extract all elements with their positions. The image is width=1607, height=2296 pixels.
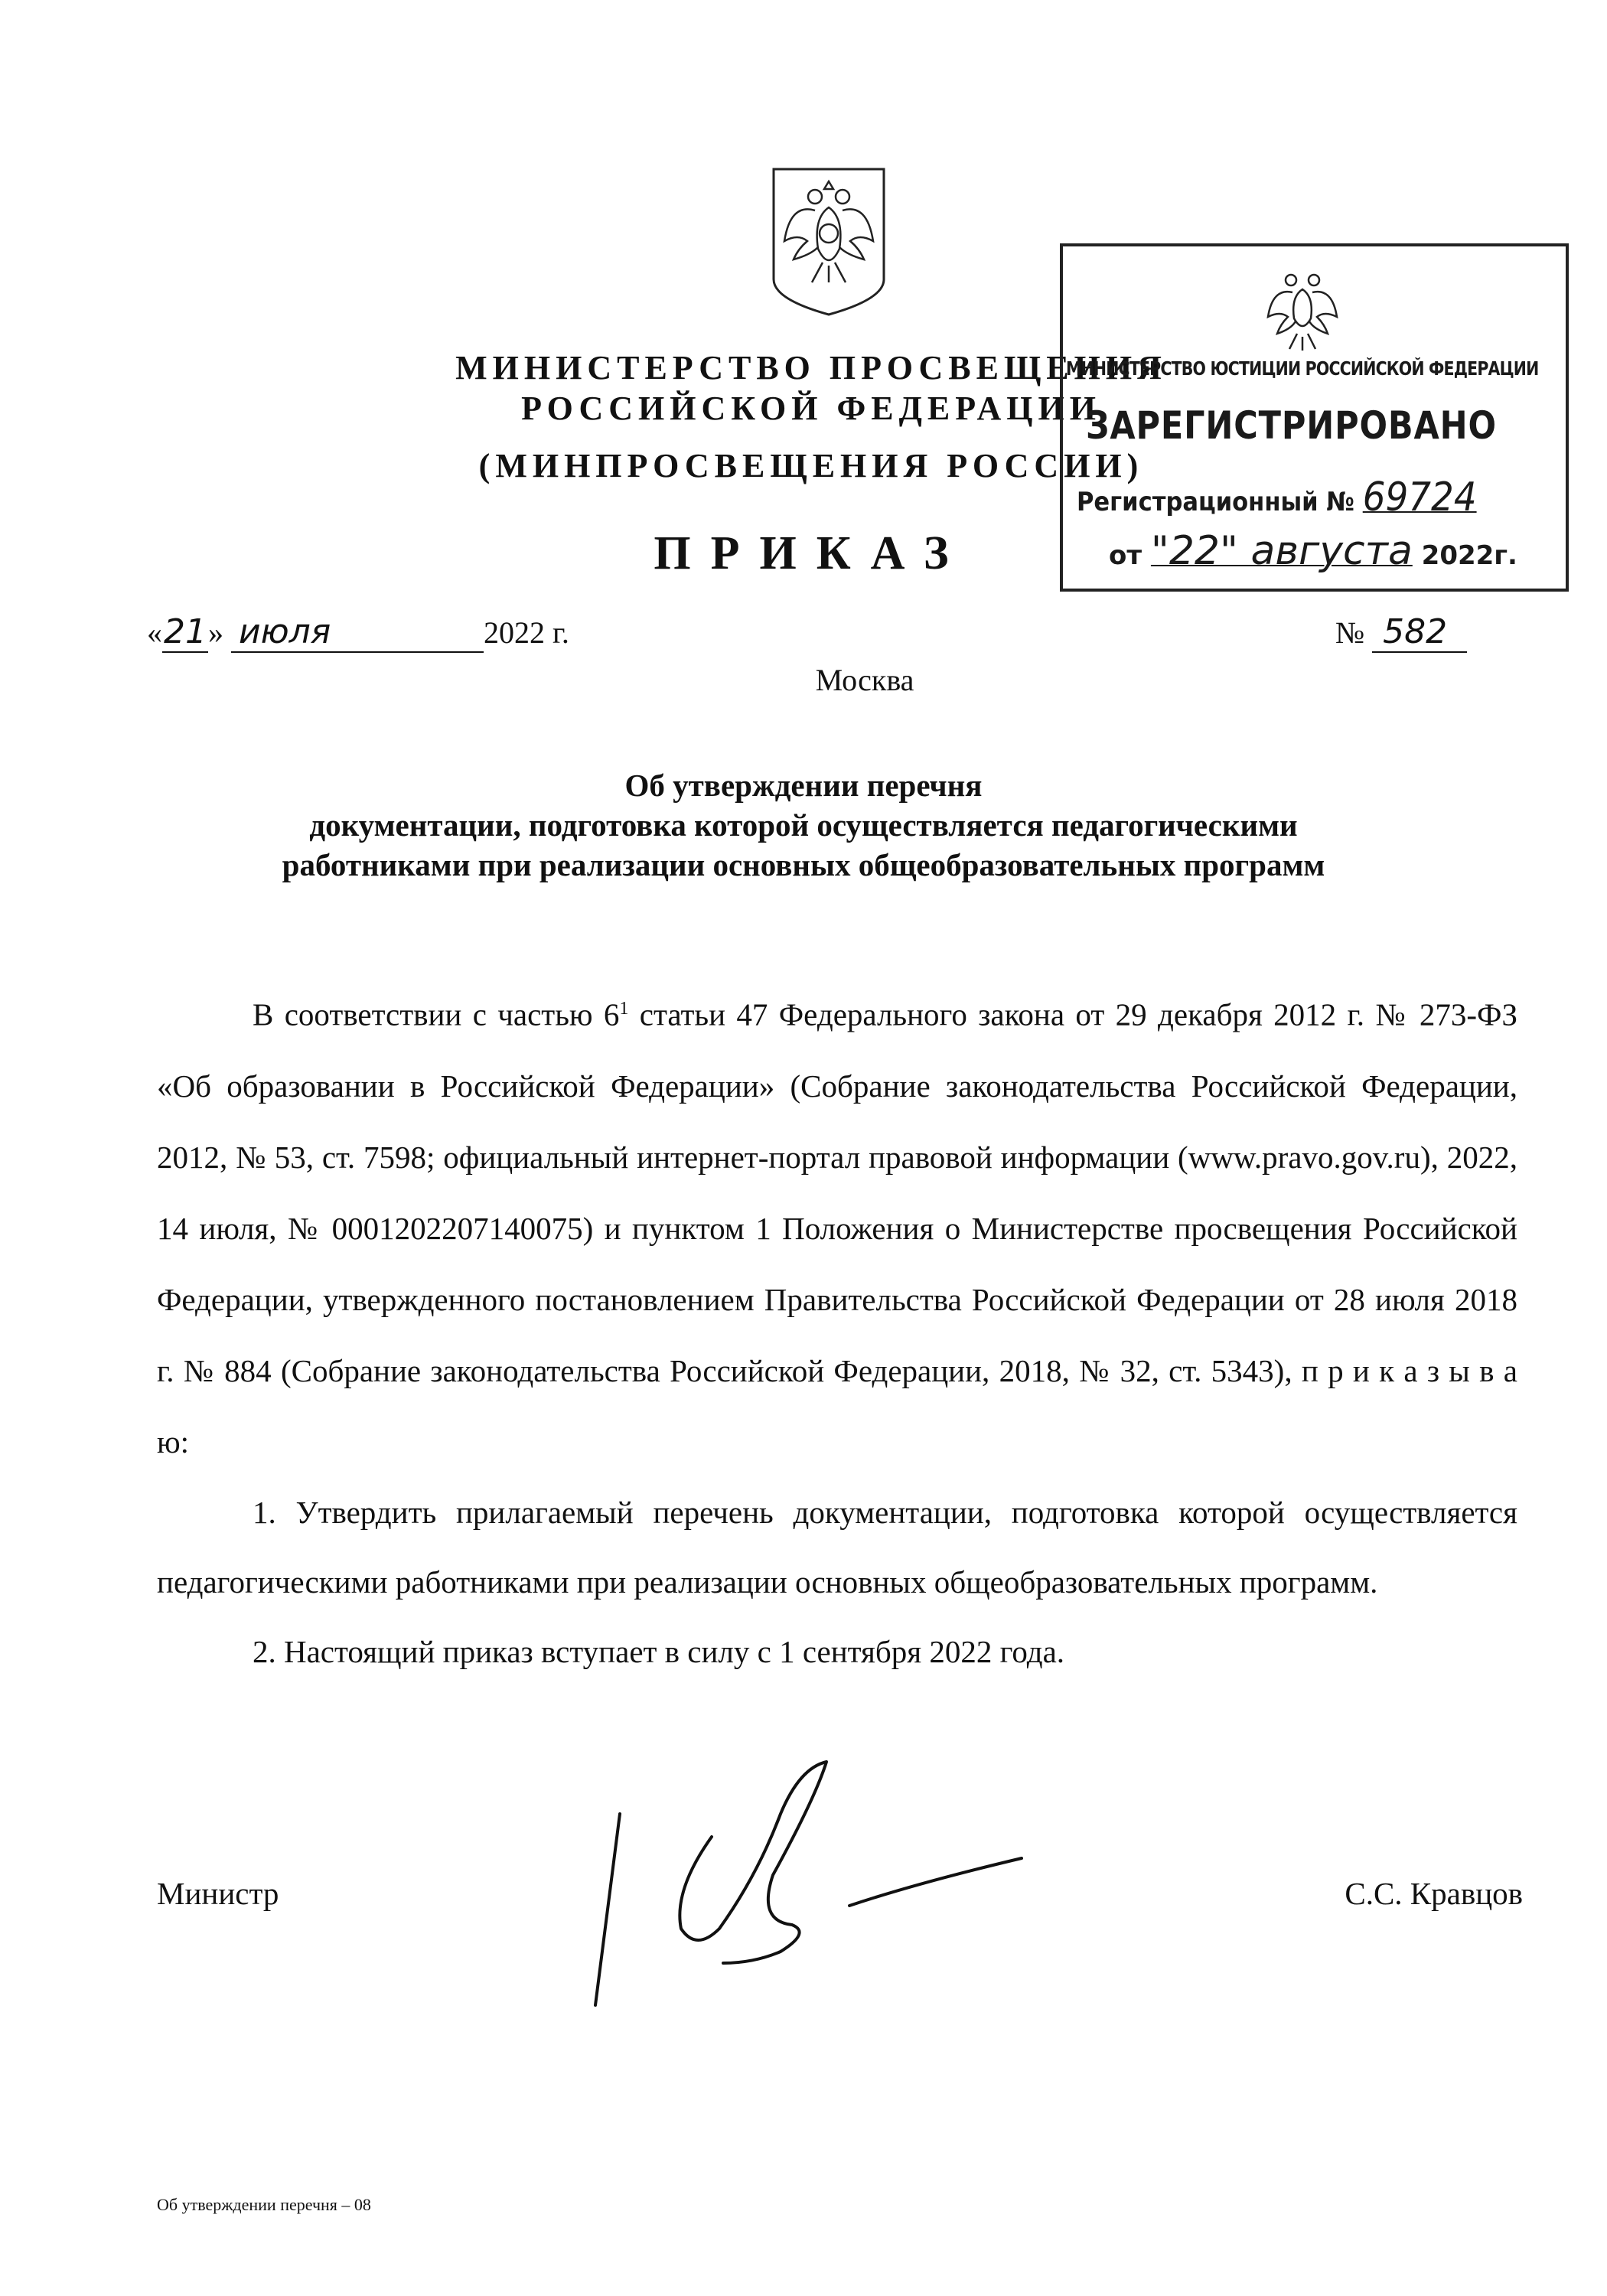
subject-line1: Об утверждении перечня: [624, 768, 983, 803]
registration-stamp: [1060, 243, 1569, 592]
date-year: 2022 г.: [484, 615, 569, 650]
subject-line2: документации, подготовка которой осуществляется педагогическими: [309, 807, 1298, 843]
coat-of-arms-emblem: [768, 165, 890, 318]
ministry-name-line1: МИНИСТЕРСТВО ПРОСВЕЩЕНИЯ: [455, 349, 1167, 386]
date-close-quote: »: [208, 615, 223, 650]
order-number: [1335, 612, 1467, 653]
body-paragraph-3: 2. Настоящий приказ вступает в силу с 1 сентября 2022 года.: [253, 1633, 1065, 1669]
paragraph-1-start: В соответствии с частью 6: [253, 996, 620, 1032]
order-number-value: 582: [1372, 612, 1467, 653]
stamp-date-suffix: г.: [1494, 540, 1517, 571]
stamp-registration-date: [1109, 528, 1517, 574]
signatory-position: Министр: [157, 1876, 279, 1911]
date-day: 21: [164, 612, 207, 651]
order-date: [147, 612, 652, 653]
stamp-registration-number: [1077, 475, 1477, 520]
subject-line3: работниками при реализации основных общеобразовательных программ: [282, 847, 1325, 882]
order-title: ПРИКАЗ: [654, 527, 969, 579]
order-subject: [153, 765, 1454, 885]
stamp-coat-of-arms-icon: [1260, 263, 1345, 355]
stamp-date-day-month: "22" августа: [1150, 528, 1413, 574]
order-city: Москва: [815, 663, 914, 697]
body-paragraph-2: 1. Утвердить прилагаемый перечень документации, подготовка которой осуществляется педагогическими работниками при реализации основных общеобразовательных программ.: [157, 1494, 1517, 1600]
stamp-ministry-name: МИНИСТЕРСТВО ЮСТИЦИИ РОССИЙСКОЙ ФЕДЕРАЦИИ: [1066, 357, 1539, 380]
paragraph-1-rest: статьи 47 Федерального закона от 29 декабря 2012 г. № 273-ФЗ «Об образовании в Российской Федерации» (Собрание законодательства Российской Федерации, 2012, № 53, ст. 7598; официальный интернет-портал правовой информации (www.pravo.gov.ru), 2022, 14 июля, № 0001202207140075) и пунктом 1 Положения о Министерстве просвещения Российской Федерации, утвержденного постановлением Правительства Российской Федерации от 28 июля 2018 г. № 884 (Собрание законодательства Российской Федерации, 2018, № 32, ст. 5343), п р и к а з ы в а ю:: [157, 996, 1517, 1459]
handwritten-signature: [582, 1745, 1041, 2020]
signatory-name: С.С. Кравцов: [1345, 1876, 1523, 1911]
ministry-short-name: (МИНПРОСВЕЩЕНИЯ РОССИИ): [478, 447, 1144, 484]
date-open-quote: «: [147, 615, 162, 650]
footer-reference: Об утверждении перечня – 08: [157, 2195, 371, 2214]
ministry-name-line2: РОССИЙСКОЙ ФЕДЕРАЦИИ: [521, 390, 1101, 427]
stamp-reg-number: 69724: [1362, 475, 1477, 520]
stamp-reg-label: Регистрационный №: [1077, 487, 1355, 517]
order-number-label: №: [1335, 615, 1365, 650]
paragraph-1-superscript: 1: [619, 999, 629, 1019]
date-month: июля: [231, 612, 484, 653]
stamp-date-year: 2022: [1421, 540, 1495, 571]
stamp-date-prefix: от: [1109, 540, 1143, 571]
body-paragraph-1: [157, 974, 1517, 1478]
order-body: [157, 974, 1517, 1687]
stamp-registered-label: ЗАРЕГИСТРИРОВАНО: [1086, 403, 1497, 448]
